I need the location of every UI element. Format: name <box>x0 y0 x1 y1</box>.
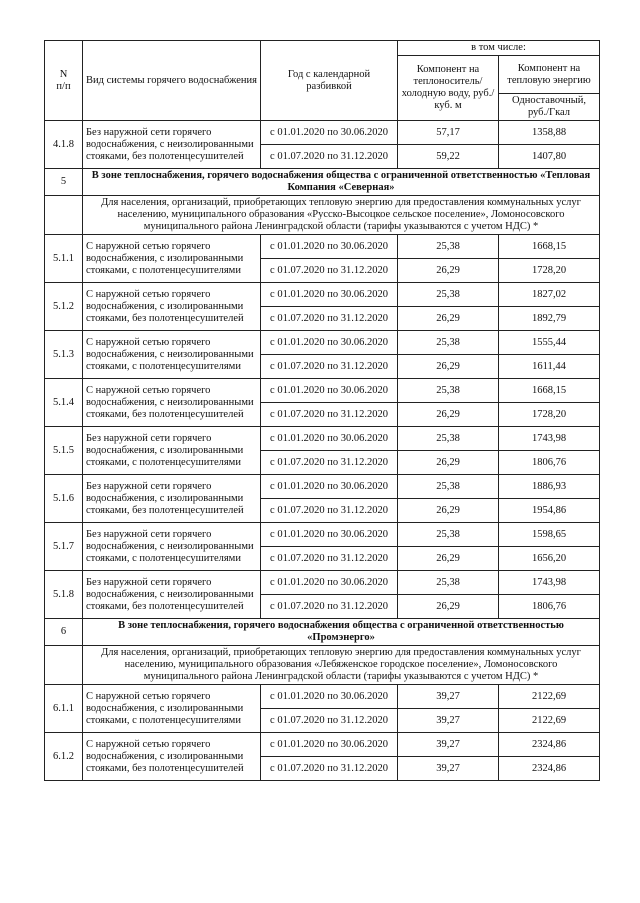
table-row <box>45 121 600 145</box>
heat-component-value: 2324,86 <box>499 757 600 781</box>
heat-component-value: 2122,69 <box>499 709 600 733</box>
table-row <box>45 475 600 499</box>
table-row <box>45 379 600 403</box>
system-description: Без наружной сети горячего водоснабжения, с неизолированными стояками, без полотенцесушителей <box>83 121 261 169</box>
note-text: Для населения, организаций, приобретающих тепловую энергию для предоставления коммунальных услуг населению, муниципального образования «Лебяженское городское поселение», Ломоносовского муниципального района Ленинградской области (тарифы указываются с учетом НДС) * <box>83 646 600 685</box>
heat-component-value: 2324,86 <box>499 733 600 757</box>
heat-component-value: 1806,76 <box>499 595 600 619</box>
coolant-component-value: 26,29 <box>398 499 499 523</box>
coolant-component-value: 25,38 <box>398 283 499 307</box>
coolant-component-value: 25,38 <box>398 235 499 259</box>
coolant-component-value: 25,38 <box>398 475 499 499</box>
heat-component-value: 1668,15 <box>499 235 600 259</box>
system-description: С наружной сетью горячего водоснабжения, с изолированными стояками, без полотенцесушителей <box>83 283 261 331</box>
system-description: Без наружной сети горячего водоснабжения, с неизолированными стояками, с полотенцесушителями <box>83 523 261 571</box>
period-cell: с 01.07.2020 по 31.12.2020 <box>261 403 398 427</box>
tariff-table <box>44 40 600 781</box>
period-cell: с 01.01.2020 по 30.06.2020 <box>261 571 398 595</box>
heat-component-value: 1358,88 <box>499 121 600 145</box>
coolant-component-value: 26,29 <box>398 595 499 619</box>
note-empty-cell <box>45 646 83 685</box>
system-description: С наружной сетью горячего водоснабжения, с неизолированными стояками, с полотенцесушителями <box>83 331 261 379</box>
table-row <box>45 685 600 709</box>
note-text: Для населения, организаций, приобретающих тепловую энергию для предоставления коммунальных услуг населению, муниципального образования «Русско-Высоцкое сельское поселение», Ломоносовского муниципального района Ленинградской области (тарифы указываются с учетом НДС) * <box>83 196 600 235</box>
coolant-component-value: 26,29 <box>398 307 499 331</box>
coolant-component-value: 26,29 <box>398 355 499 379</box>
section-row <box>45 619 600 646</box>
period-cell: с 01.07.2020 по 31.12.2020 <box>261 451 398 475</box>
table-row <box>45 523 600 547</box>
heat-component-value: 1407,80 <box>499 145 600 169</box>
row-number: 5.1.8 <box>45 571 83 619</box>
period-cell: с 01.07.2020 по 31.12.2020 <box>261 499 398 523</box>
table-row <box>45 733 600 757</box>
period-cell: с 01.01.2020 по 30.06.2020 <box>261 427 398 451</box>
header-including: в том числе: <box>398 41 600 56</box>
heat-component-value: 1656,20 <box>499 547 600 571</box>
coolant-component-value: 39,27 <box>398 709 499 733</box>
row-number: 4.1.8 <box>45 121 83 169</box>
coolant-component-value: 25,38 <box>398 523 499 547</box>
table-body <box>45 121 600 781</box>
section-title: В зоне теплоснабжения, горячего водоснабжения общества с ограниченной ответственностью «Тепловая Компания «Северная» <box>83 169 600 196</box>
heat-component-value: 1611,44 <box>499 355 600 379</box>
system-description: С наружной сетью горячего водоснабжения, с изолированными стояками, с полотенцесушителями <box>83 235 261 283</box>
table-row <box>45 571 600 595</box>
period-cell: с 01.07.2020 по 31.12.2020 <box>261 307 398 331</box>
period-cell: с 01.01.2020 по 30.06.2020 <box>261 121 398 145</box>
heat-component-value: 1827,02 <box>499 283 600 307</box>
table-row <box>45 427 600 451</box>
row-number: 5.1.5 <box>45 427 83 475</box>
heat-component-value: 1886,93 <box>499 475 600 499</box>
period-cell: с 01.01.2020 по 30.06.2020 <box>261 379 398 403</box>
heat-component-value: 1954,86 <box>499 499 600 523</box>
coolant-component-value: 26,29 <box>398 259 499 283</box>
period-cell: с 01.07.2020 по 31.12.2020 <box>261 145 398 169</box>
period-cell: с 01.07.2020 по 31.12.2020 <box>261 709 398 733</box>
coolant-component-value: 26,29 <box>398 451 499 475</box>
period-cell: с 01.01.2020 по 30.06.2020 <box>261 235 398 259</box>
heat-component-value: 1728,20 <box>499 403 600 427</box>
heat-component-value: 1668,15 <box>499 379 600 403</box>
coolant-component-value: 59,22 <box>398 145 499 169</box>
row-number: 5.1.4 <box>45 379 83 427</box>
period-cell: с 01.01.2020 по 30.06.2020 <box>261 475 398 499</box>
heat-component-value: 1555,44 <box>499 331 600 355</box>
period-cell: с 01.07.2020 по 31.12.2020 <box>261 547 398 571</box>
period-cell: с 01.07.2020 по 31.12.2020 <box>261 757 398 781</box>
period-cell: с 01.01.2020 по 30.06.2020 <box>261 733 398 757</box>
header-component-coolant: Компонент на теплоноситель/холодную воду, руб./куб. м <box>398 56 499 121</box>
heat-component-value: 1598,65 <box>499 523 600 547</box>
heat-component-value: 1743,98 <box>499 427 600 451</box>
period-cell: с 01.01.2020 по 30.06.2020 <box>261 331 398 355</box>
coolant-component-value: 39,27 <box>398 757 499 781</box>
note-row <box>45 646 600 685</box>
note-row <box>45 196 600 235</box>
row-number: 5.1.2 <box>45 283 83 331</box>
coolant-component-value: 57,17 <box>398 121 499 145</box>
system-description: Без наружной сети горячего водоснабжения, с неизолированными стояками, без полотенцесушителей <box>83 571 261 619</box>
period-cell: с 01.01.2020 по 30.06.2020 <box>261 685 398 709</box>
header-system-type: Вид системы горячего водоснабжения <box>83 41 261 121</box>
row-number: 5.1.3 <box>45 331 83 379</box>
period-cell: с 01.01.2020 по 30.06.2020 <box>261 283 398 307</box>
heat-component-value: 1892,79 <box>499 307 600 331</box>
system-description: С наружной сетью горячего водоснабжения, с изолированными стояками, без полотенцесушителей <box>83 733 261 781</box>
row-number: 5.1.1 <box>45 235 83 283</box>
coolant-component-value: 26,29 <box>398 547 499 571</box>
section-title: В зоне теплоснабжения, горячего водоснабжения общества с ограниченной ответственностью «Промэнерго» <box>83 619 600 646</box>
row-number: 6.1.1 <box>45 685 83 733</box>
system-description: Без наружной сети горячего водоснабжения, с изолированными стояками, с полотенцесушителями <box>83 427 261 475</box>
table-row <box>45 283 600 307</box>
period-cell: с 01.07.2020 по 31.12.2020 <box>261 355 398 379</box>
coolant-component-value: 25,38 <box>398 379 499 403</box>
row-number: 5.1.7 <box>45 523 83 571</box>
coolant-component-value: 25,38 <box>398 331 499 355</box>
period-cell: с 01.01.2020 по 30.06.2020 <box>261 523 398 547</box>
header-num: N п/п <box>45 41 83 121</box>
header-year: Год с календарной разбивкой <box>261 41 398 121</box>
section-row <box>45 169 600 196</box>
note-empty-cell <box>45 196 83 235</box>
heat-component-value: 1728,20 <box>499 259 600 283</box>
heat-component-value: 1806,76 <box>499 451 600 475</box>
heat-component-value: 1743,98 <box>499 571 600 595</box>
coolant-component-value: 39,27 <box>398 733 499 757</box>
coolant-component-value: 39,27 <box>398 685 499 709</box>
period-cell: с 01.07.2020 по 31.12.2020 <box>261 595 398 619</box>
section-number: 5 <box>45 169 83 196</box>
header-component-heat: Компонент на тепловую энергию <box>499 56 600 94</box>
system-description: Без наружной сети горячего водоснабжения, с изолированными стояками, без полотенцесушителей <box>83 475 261 523</box>
row-number: 5.1.6 <box>45 475 83 523</box>
section-number: 6 <box>45 619 83 646</box>
period-cell: с 01.07.2020 по 31.12.2020 <box>261 259 398 283</box>
table-row <box>45 331 600 355</box>
system-description: С наружной сетью горячего водоснабжения, с неизолированными стояками, без полотенцесушителей <box>83 379 261 427</box>
row-number: 6.1.2 <box>45 733 83 781</box>
header-single-rate: Одноставочный, руб./Гкал <box>499 94 600 121</box>
table-row <box>45 235 600 259</box>
system-description: С наружной сетью горячего водоснабжения, с изолированными стояками, с полотенцесушителями <box>83 685 261 733</box>
heat-component-value: 2122,69 <box>499 685 600 709</box>
coolant-component-value: 26,29 <box>398 403 499 427</box>
coolant-component-value: 25,38 <box>398 571 499 595</box>
coolant-component-value: 25,38 <box>398 427 499 451</box>
